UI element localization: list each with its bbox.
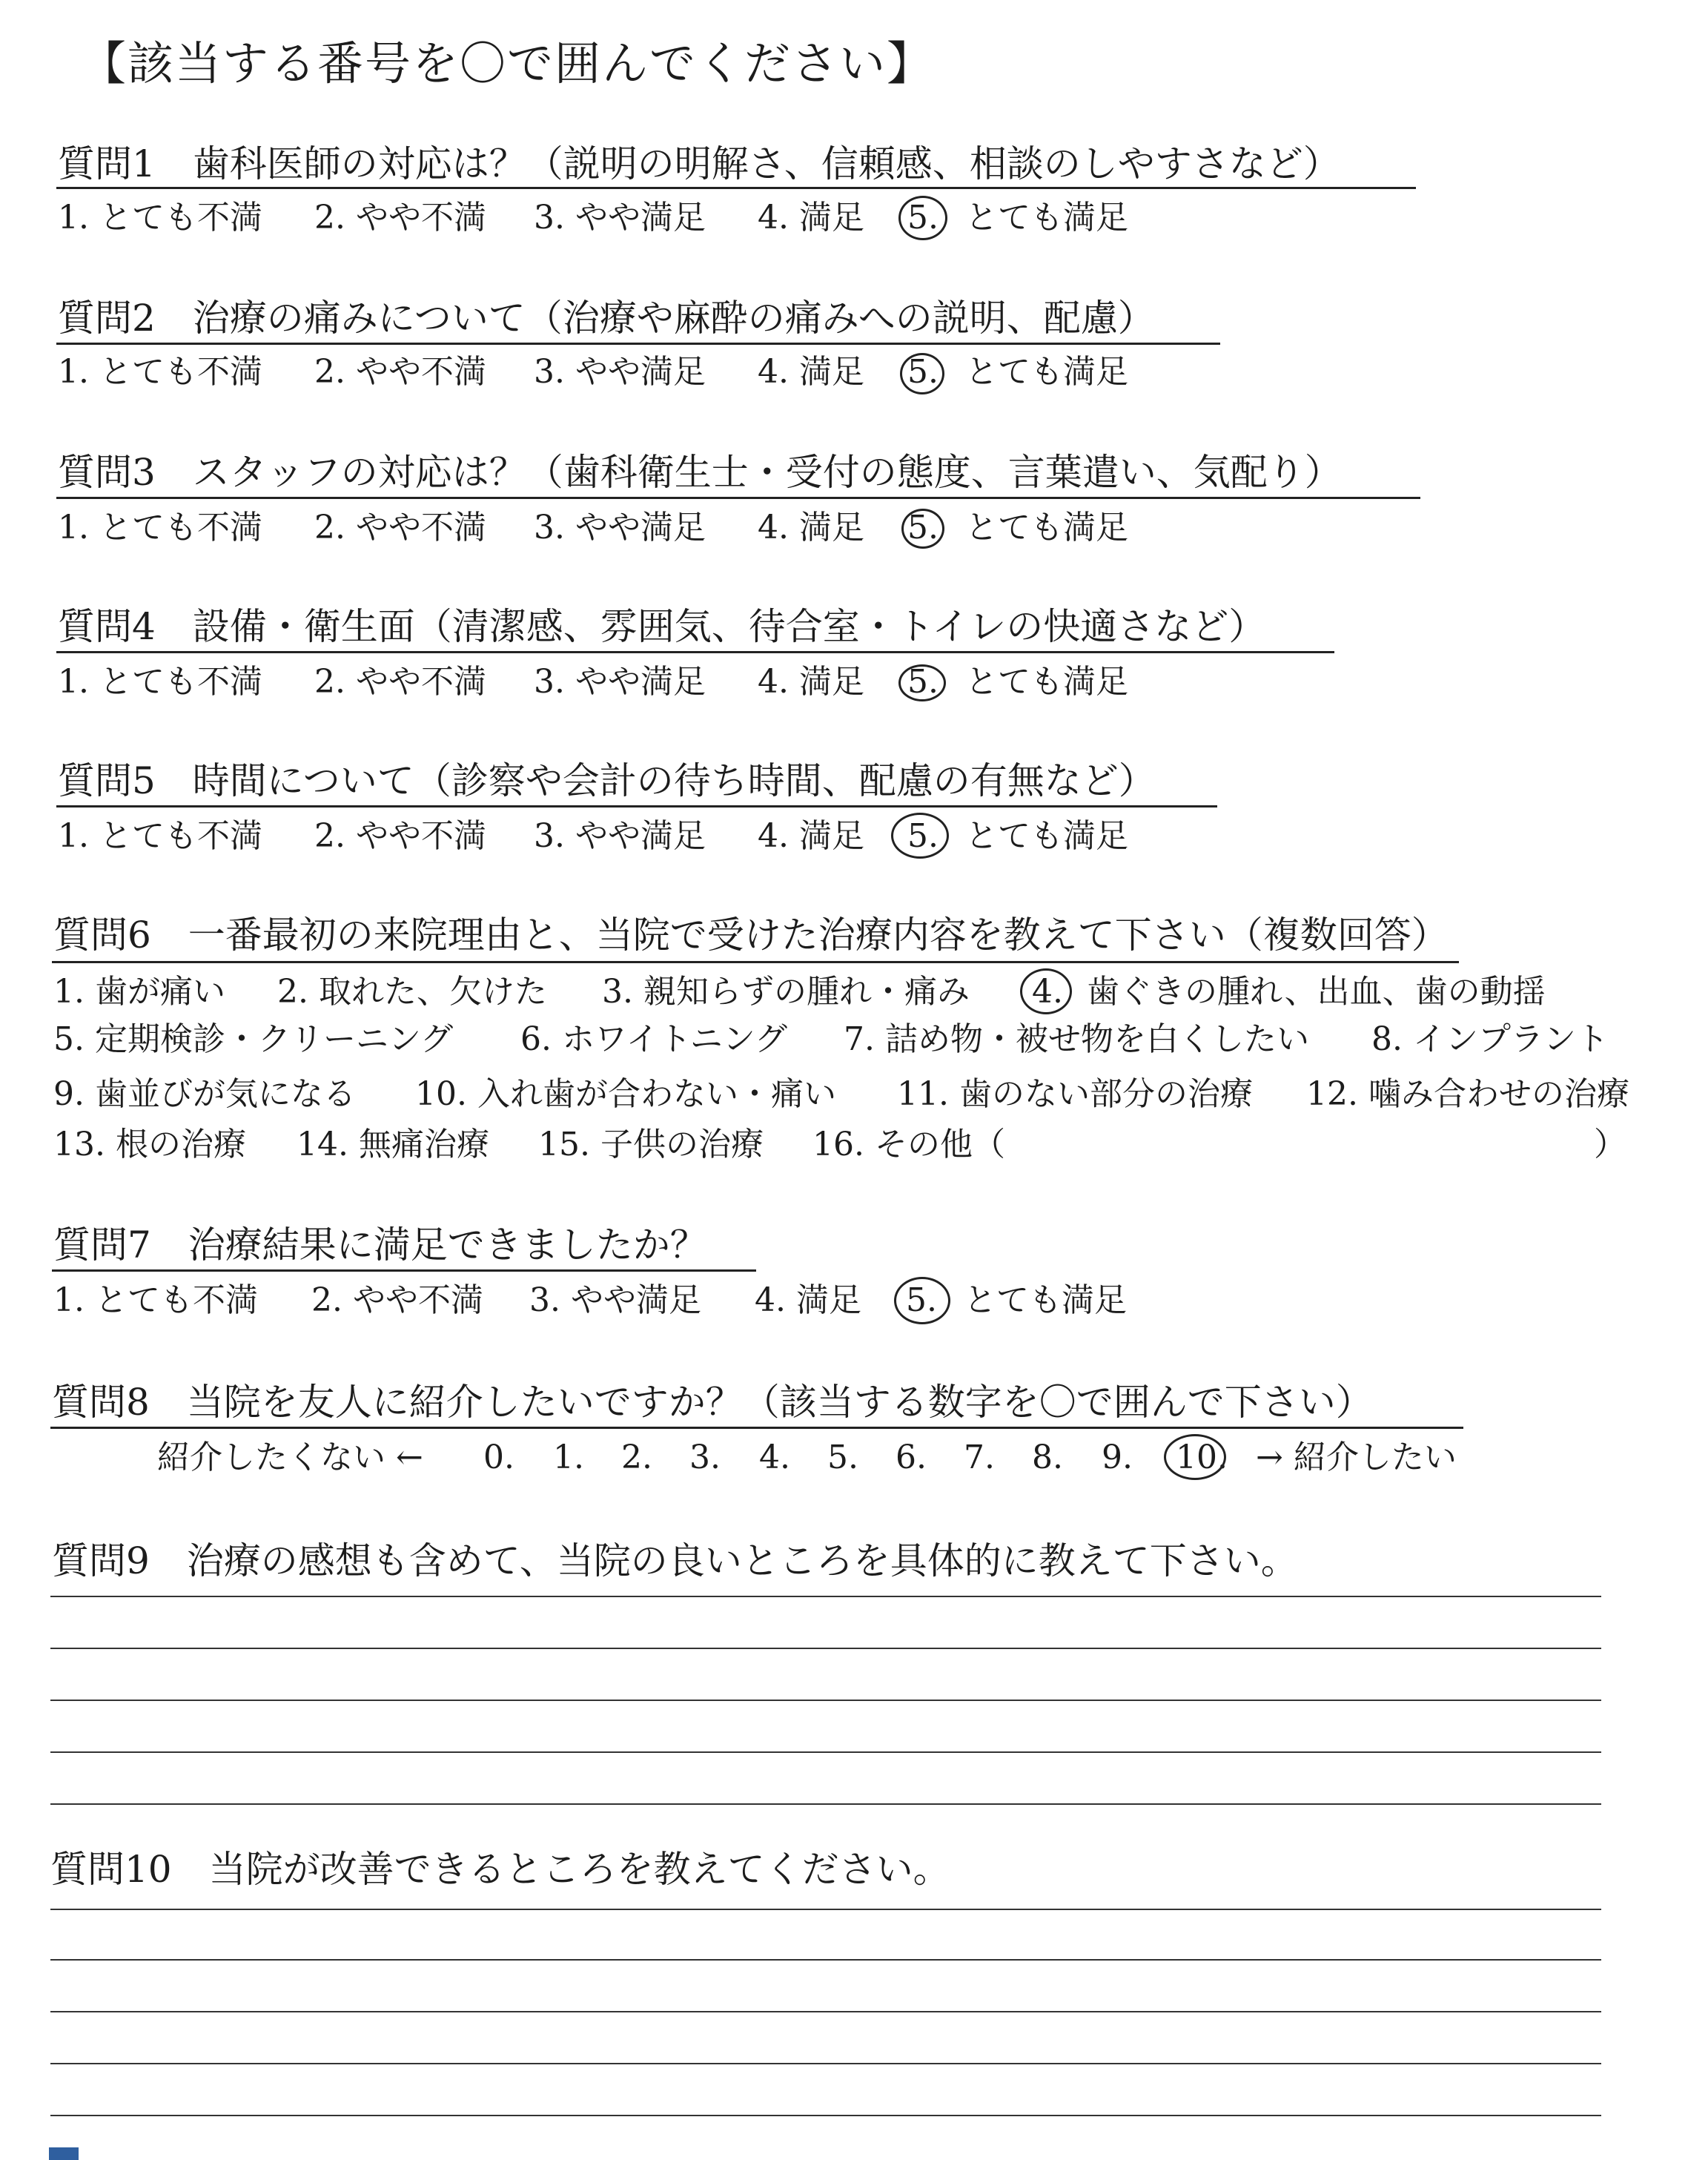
reason-option[interactable]: 13. 根の治療: [53, 1126, 246, 1163]
answer-line[interactable]: [50, 1596, 1601, 1597]
question-7-text: 質問7 治療結果に満足できましたか？: [53, 1223, 707, 1266]
option-5-label: とても満足: [964, 1281, 1127, 1319]
option-4[interactable]: 4. 満足: [758, 663, 864, 701]
selected-circle-mark: [891, 813, 949, 859]
question-6-underline: [52, 961, 1459, 963]
question-2-underline: [56, 343, 1220, 345]
option-5-number[interactable]: 5.: [907, 663, 939, 701]
reason-option[interactable]: 1. 歯が痛い: [53, 973, 225, 1011]
option-5-number[interactable]: 5.: [907, 199, 939, 237]
option-5-number[interactable]: 5.: [907, 353, 939, 391]
answer-line[interactable]: [50, 1959, 1601, 1961]
option-2[interactable]: 2. やや不満: [314, 663, 486, 701]
reason-option-other[interactable]: 16. その他（: [812, 1126, 1005, 1163]
option-2[interactable]: 2. やや不満: [314, 199, 486, 237]
option-2[interactable]: 2. やや不満: [314, 817, 486, 855]
scale-option[interactable]: 4.: [759, 1439, 790, 1476]
option-4[interactable]: 4. 満足: [758, 817, 864, 855]
question-7-underline: [52, 1269, 756, 1272]
reason-option[interactable]: 7. 詰め物・被せ物を白くしたい: [844, 1020, 1309, 1058]
option-1[interactable]: 1. とても不満: [58, 509, 262, 546]
scale-option[interactable]: 6.: [896, 1439, 927, 1476]
selected-circle-mark: [894, 1277, 950, 1324]
question-1-underline: [56, 187, 1416, 189]
option-2[interactable]: 2. やや不満: [314, 509, 486, 546]
reason-option[interactable]: 10. 入れ歯が合わない・痛い: [415, 1075, 836, 1113]
option-1[interactable]: 1. とても不満: [53, 1281, 258, 1319]
reason-option[interactable]: 15. 子供の治療: [538, 1126, 764, 1163]
question-8-text: 質問8 当院を友人に紹介したいですか？（該当する数字を〇で囲んで下さい）: [52, 1381, 1373, 1424]
scale-option[interactable]: 3.: [689, 1439, 721, 1476]
option-3[interactable]: 3. やや満足: [534, 199, 706, 237]
reason-option[interactable]: 14. 無痛治療: [297, 1126, 489, 1163]
question-4-text: 質問4 設備・衛生面（清潔感、雰囲気、待合室・トイレの快適さなど）: [58, 605, 1266, 648]
selected-circle-mark: [1164, 1434, 1226, 1480]
scale-option[interactable]: 1.: [553, 1439, 584, 1476]
cut-off-mark: [49, 2147, 79, 2160]
scale-option[interactable]: 7.: [964, 1439, 995, 1476]
selected-circle-mark: [1020, 968, 1072, 1014]
option-5-label: とても満足: [965, 817, 1128, 855]
answer-line[interactable]: [50, 2115, 1601, 2116]
option-1[interactable]: 1. とても不満: [58, 663, 262, 701]
reason-option-other-close: ）: [1594, 1126, 1626, 1163]
scale-left-label: 紹介したくない ←: [157, 1439, 423, 1476]
option-5-label: とても満足: [965, 509, 1128, 546]
option-2[interactable]: 2. やや不満: [311, 1281, 483, 1319]
answer-line[interactable]: [50, 1751, 1601, 1753]
selected-circle-mark: [900, 353, 944, 394]
question-2-text: 質問2 治療の痛みについて（治療や麻酔の痛みへの説明、配慮）: [58, 297, 1155, 340]
option-5-number[interactable]: 5.: [906, 1281, 937, 1319]
scale-option[interactable]: 9.: [1102, 1439, 1133, 1476]
question-3-text: 質問3 スタッフの対応は？（歯科衛生士・受付の態度、言葉遣い、気配り）: [58, 451, 1342, 494]
option-1[interactable]: 1. とても不満: [58, 353, 262, 391]
selected-circle-mark: [898, 664, 946, 701]
scale-option[interactable]: 5.: [827, 1439, 858, 1476]
option-3[interactable]: 3. やや満足: [534, 509, 706, 546]
question-5-underline: [56, 805, 1217, 807]
option-5-label: とても満足: [965, 663, 1128, 701]
option-4[interactable]: 4. 満足: [758, 199, 864, 237]
question-9-text: 質問9 治療の感想も含めて、当院の良いところを具体的に教えて下さい。: [52, 1539, 1298, 1582]
answer-line[interactable]: [50, 1700, 1601, 1701]
answer-line[interactable]: [50, 1909, 1601, 1910]
reason-option-4-label: 歯ぐきの腫れ、出血、歯の動揺: [1087, 973, 1546, 1011]
reason-option[interactable]: 6. ホワイトニング: [520, 1020, 788, 1058]
option-1[interactable]: 1. とても不満: [58, 199, 262, 237]
reason-option[interactable]: 5. 定期検診・クリーニング: [53, 1020, 454, 1058]
answer-line[interactable]: [50, 1648, 1601, 1649]
reason-option[interactable]: 12. 噛み合わせの治療: [1306, 1075, 1629, 1113]
reason-option[interactable]: 3. 親知らずの腫れ・痛み: [602, 973, 970, 1011]
page-title: 【該当する番号を〇で囲んでください】: [80, 36, 935, 90]
option-4[interactable]: 4. 満足: [758, 509, 864, 546]
question-10-text: 質問10 当院が改善できるところを教えてください。: [50, 1848, 950, 1891]
option-5-number[interactable]: 5.: [907, 817, 939, 855]
reason-option[interactable]: 11. 歯のない部分の治療: [897, 1075, 1253, 1113]
question-8-underline: [50, 1427, 1463, 1429]
reason-option[interactable]: 8. インプラント: [1371, 1020, 1609, 1058]
question-4-underline: [56, 651, 1334, 653]
question-6-text: 質問6 一番最初の来院理由と、当院で受けた治療内容を教えて下さい（複数回答）: [53, 914, 1449, 957]
selected-circle-mark: [901, 509, 944, 549]
option-3[interactable]: 3. やや満足: [534, 353, 706, 391]
scale-option[interactable]: 8.: [1032, 1439, 1063, 1476]
option-3[interactable]: 3. やや満足: [534, 817, 706, 855]
question-5-text: 質問5 時間について（診察や会計の待ち時間、配慮の有無など）: [58, 759, 1156, 802]
answer-line[interactable]: [50, 1803, 1601, 1805]
selected-circle-mark: [898, 196, 947, 240]
option-3[interactable]: 3. やや満足: [534, 663, 706, 701]
question-3-underline: [56, 497, 1420, 499]
scale-option[interactable]: 0.: [483, 1439, 514, 1476]
scale-option-10[interactable]: 10.: [1176, 1439, 1228, 1476]
answer-line[interactable]: [50, 2011, 1601, 2012]
option-5-label: とても満足: [965, 199, 1128, 237]
scale-option[interactable]: 2.: [621, 1439, 652, 1476]
reason-option-4-number[interactable]: 4.: [1032, 973, 1063, 1011]
scale-right-label: → 紹介したい: [1256, 1439, 1457, 1476]
option-3[interactable]: 3. やや満足: [529, 1281, 701, 1319]
option-5-number[interactable]: 5.: [907, 509, 939, 546]
option-1[interactable]: 1. とても不満: [58, 817, 262, 855]
reason-option[interactable]: 2. 取れた、欠けた: [277, 973, 547, 1011]
option-5-label: とても満足: [965, 353, 1128, 391]
option-4[interactable]: 4. 満足: [755, 1281, 861, 1319]
option-4[interactable]: 4. 満足: [758, 353, 864, 391]
answer-line[interactable]: [50, 2063, 1601, 2064]
question-1-text: 質問1 歯科医師の対応は？（説明の明解さ、信頼感、相談のしやすさなど）: [58, 142, 1340, 185]
reason-option[interactable]: 9. 歯並びが気になる: [53, 1075, 356, 1113]
option-2[interactable]: 2. やや不満: [314, 353, 486, 391]
